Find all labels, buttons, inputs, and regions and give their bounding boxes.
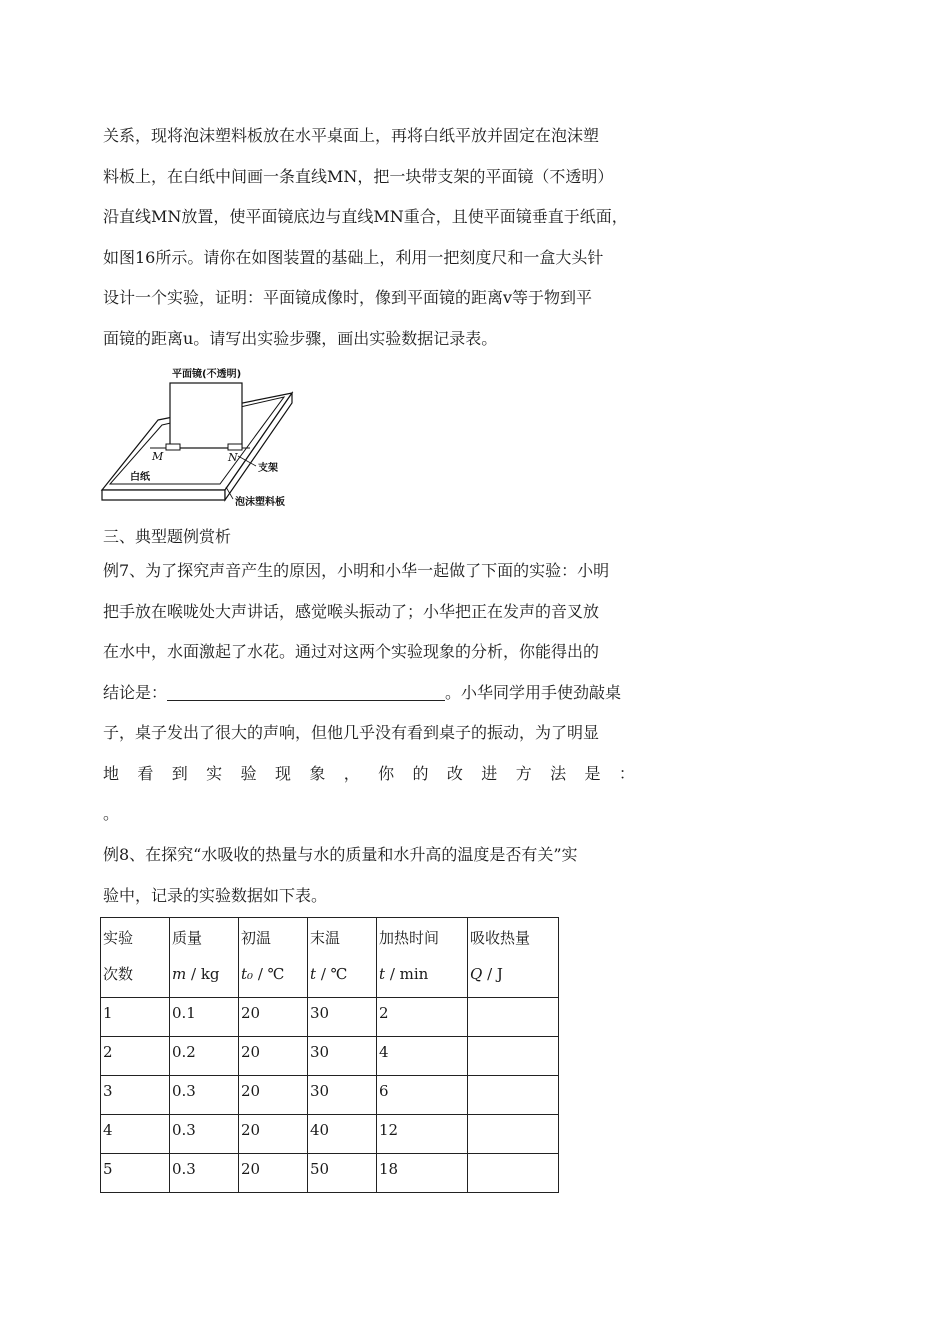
table-cell: 40	[308, 1115, 377, 1154]
stand-label: 支架	[258, 463, 278, 474]
table-cell	[468, 1115, 559, 1154]
table-cell: 0.2	[170, 1037, 239, 1076]
char: 现	[274, 763, 291, 783]
header-cell: 加热时间 t / min	[377, 918, 468, 998]
mirror	[170, 383, 242, 448]
table-cell: 4	[101, 1115, 170, 1154]
intro-line: 如图16所示。请你在如图装置的基础上，利用一把刻度尺和一盒大头针	[103, 247, 604, 267]
table-cell: 20	[239, 1154, 308, 1193]
mirror-setup-figure	[100, 363, 300, 511]
header-cell: 吸收热量 Q / J	[468, 918, 559, 998]
intro-line: 面镜的距离u。请写出实验步骤，画出实验数据记录表。	[103, 328, 498, 348]
char: ：	[618, 763, 635, 783]
example8-line: 验中，记录的实验数据如下表。	[103, 885, 328, 905]
m-label: M	[152, 450, 164, 463]
answer-blank[interactable]	[167, 682, 445, 701]
table-cell: 30	[308, 998, 377, 1037]
example7-line: 例7、为了探究声音产生的原因，小明和小华一起做了下面的实验：小明	[103, 561, 610, 580]
table-cell	[468, 998, 559, 1037]
char: 的	[412, 763, 429, 783]
char: 实	[206, 763, 223, 783]
foam-board-front	[102, 490, 225, 500]
section-heading: 三、典型题例赏析	[103, 527, 232, 546]
data-table	[100, 917, 559, 1193]
table-cell	[468, 1076, 559, 1115]
table-cell: 2	[101, 1037, 170, 1076]
example7-suffix: 。小华同学用手使劲敲桌	[445, 682, 622, 702]
table-cell: 0.1	[170, 998, 239, 1037]
char: 地	[103, 763, 120, 783]
intro-line: 料板上，在白纸中间画一条直线MN，把一块带支架的平面镜（不透明）	[103, 166, 614, 186]
example7-line: 。	[103, 804, 120, 823]
table-cell: 0.3	[170, 1154, 239, 1193]
header-cell: 质量 m / kg	[170, 918, 239, 998]
example7-line: 在水中，水面激起了水花。通过对这两个实验现象的分析，你能得出的	[103, 642, 600, 661]
char: 方	[515, 763, 532, 783]
table-cell: 20	[239, 998, 308, 1037]
table-cell: 18	[377, 1154, 468, 1193]
stand-left	[166, 444, 180, 450]
intro-line: 设计一个实验，证明：平面镜成像时，像到平面镜的距离v等于物到平	[103, 288, 593, 307]
paper-label: 白纸	[130, 472, 150, 483]
table-header-row	[101, 918, 559, 998]
example7-line: 把手放在喉咙处大声讲话，感觉喉头振动了；小华把正在发声的音叉放	[103, 601, 600, 621]
table-cell: 0.3	[170, 1115, 239, 1154]
header-cell: 末温 t / ℃	[308, 918, 377, 998]
header-cell: 初温 t₀ / ℃	[239, 918, 308, 998]
table-cell: 20	[239, 1076, 308, 1115]
char: 象	[309, 763, 326, 783]
table-cell: 0.3	[170, 1076, 239, 1115]
example7-line-blank	[103, 673, 643, 714]
table-cell: 30	[308, 1076, 377, 1115]
table-row	[101, 1115, 559, 1154]
table-cell: 4	[377, 1037, 468, 1076]
table-cell: 12	[377, 1115, 468, 1154]
example7-line: 子，桌子发出了很大的声响，但他几乎没有看到桌子的振动，为了明显	[103, 723, 600, 742]
example7-spread-line	[103, 754, 635, 795]
char: 看	[137, 763, 154, 783]
char: 你	[378, 763, 395, 783]
char: ，	[343, 763, 360, 783]
example-7	[103, 551, 643, 835]
table-cell: 20	[239, 1037, 308, 1076]
table-cell	[468, 1037, 559, 1076]
char: 是	[584, 763, 601, 783]
char: 到	[171, 763, 188, 783]
table-row	[101, 1076, 559, 1115]
example7-prefix: 结论是：	[103, 682, 168, 702]
table-row	[101, 1154, 559, 1193]
char: 验	[240, 763, 257, 783]
table-row	[101, 998, 559, 1037]
table-cell: 3	[101, 1076, 170, 1115]
example-8	[103, 835, 643, 916]
table-cell: 30	[308, 1037, 377, 1076]
table-cell: 50	[308, 1154, 377, 1193]
n-label: N	[228, 451, 238, 464]
board-label: 泡沫塑料板	[235, 497, 285, 508]
char: 改	[446, 763, 463, 783]
table-cell: 20	[239, 1115, 308, 1154]
table-cell: 5	[101, 1154, 170, 1193]
stand-right	[228, 444, 242, 450]
intro-line: 关系，现将泡沫塑料板放在水平桌面上，再将白纸平放并固定在泡沫塑	[103, 126, 600, 145]
char: 法	[550, 763, 567, 783]
table-row	[101, 1037, 559, 1076]
table-cell: 6	[377, 1076, 468, 1115]
header-cell: 实验 次数	[101, 918, 170, 998]
table-cell: 1	[101, 998, 170, 1037]
table-cell: 2	[377, 998, 468, 1037]
example8-line: 例8、在探究“水吸收的热量与水的质量和水升高的温度是否有关”实	[103, 845, 578, 864]
intro-paragraph	[103, 116, 643, 359]
table-cell	[468, 1154, 559, 1193]
intro-line: 沿直线MN放置，使平面镜底边与直线MN重合，且使平面镜垂直于纸面，	[103, 207, 628, 226]
char: 进	[481, 763, 498, 783]
mirror-label: 平面镜(不透明)	[172, 369, 242, 380]
